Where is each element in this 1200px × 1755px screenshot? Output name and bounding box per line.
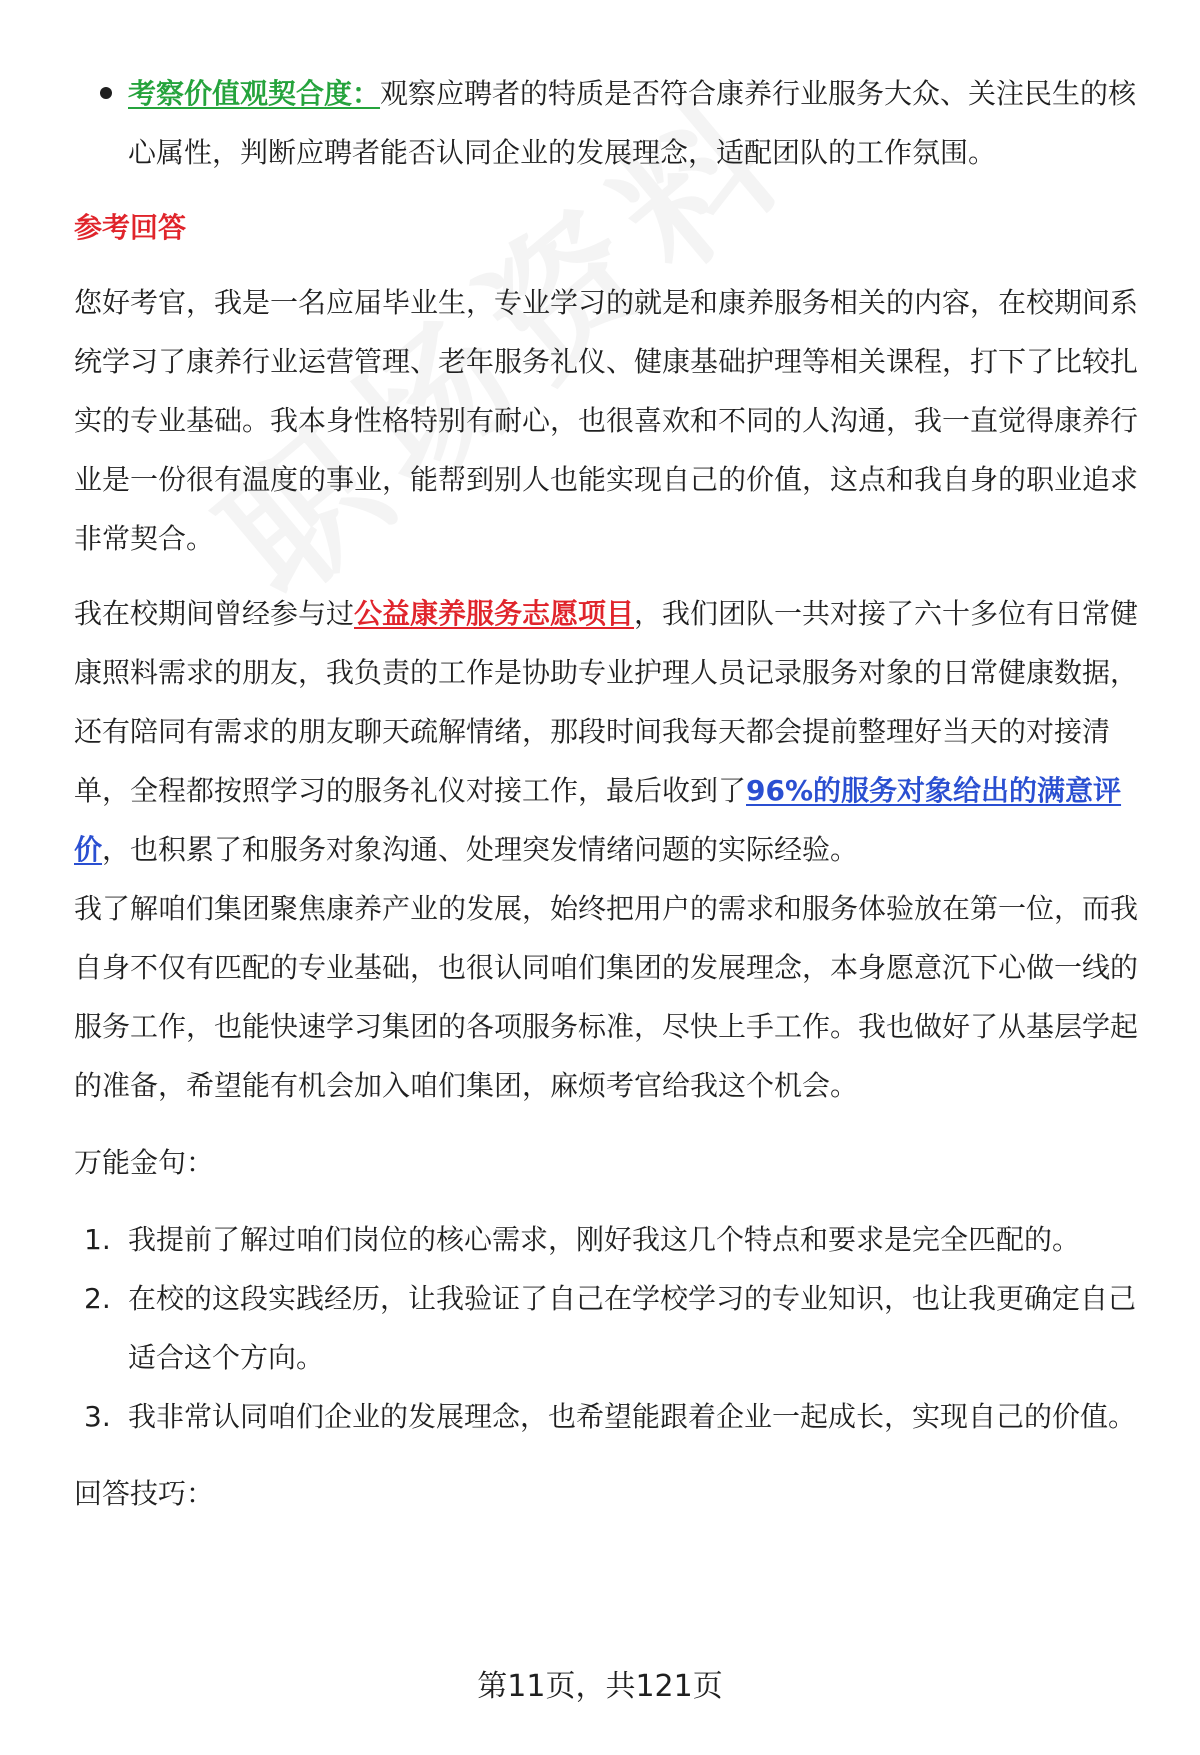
paragraph-experience-part3: ，也积累了和服务对象沟通、处理突发情绪问题的实际经验。 bbox=[102, 833, 859, 866]
bullet-dot-icon bbox=[100, 87, 112, 99]
bullet-title: 考察价值观契合度： bbox=[128, 77, 381, 110]
list-marker: 1. bbox=[84, 1223, 111, 1256]
content-area bbox=[74, 64, 1154, 1523]
page-footer: 第11页，共121页 bbox=[477, 1669, 723, 1704]
list-marker: 2. bbox=[84, 1282, 111, 1315]
paragraph-intro: 您好考官，我是一名应届毕业生，专业学习的就是和康养服务相关的内容，在校期间系统学习了康养行业运营管理、老年服务礼仪、健康基础护理等相关课程，打下了比较扎实的专业基础。我本身性格特别有耐心，也很喜欢和不同的人沟通，我一直觉得康养行业是一份很有温度的事业，能帮到别人也能实现自己的价值，这点和我自身的职业追求非常契合。 bbox=[74, 286, 1139, 555]
list-item bbox=[74, 1387, 1154, 1446]
list-item-text: 我提前了解过咱们岗位的核心需求，刚好我这几个特点和要求是完全匹配的。 bbox=[128, 1223, 1081, 1256]
paragraph-experience bbox=[74, 584, 1154, 879]
list-item bbox=[74, 1210, 1154, 1269]
list-item-text: 在校的这段实践经历，让我验证了自己在学校学习的专业知识，也让我更确定自己适合这个方向。 bbox=[128, 1282, 1137, 1374]
golden-sentences-list bbox=[74, 1210, 1154, 1446]
highlight-satisfaction: 96%的服务对象给出的满意评价 bbox=[74, 774, 1122, 866]
list-marker: 3. bbox=[84, 1400, 111, 1433]
list-item-text: 我非常认同咱们企业的发展理念，也希望能跟着企业一起成长，实现自己的价值。 bbox=[128, 1400, 1137, 1433]
bullet-item bbox=[74, 64, 1154, 182]
highlight-project: 公益康养服务志愿项目 bbox=[354, 597, 635, 630]
golden-sentences-label: 万能金句： bbox=[74, 1146, 215, 1179]
answer-heading: 参考回答 bbox=[74, 211, 187, 244]
paragraph-experience-part2: ，我们团队一共对接了六十多位有日常健康照料需求的朋友，我负责的工作是协助专业护理人员记录服务对象的日常健康数据，还有陪同有需求的朋友聊天疏解情绪，那段时间我每天都会提前整理好当天的对接清单，全程都按照学习的服务礼仪对接工作，最后收到了 bbox=[74, 597, 1139, 807]
list-item bbox=[74, 1269, 1154, 1387]
answer-tips-label: 回答技巧： bbox=[74, 1477, 215, 1510]
paragraph-experience-part1: 我在校期间曾经参与过 bbox=[74, 597, 355, 630]
paragraph-fit: 我了解咱们集团聚焦康养产业的发展，始终把用户的需求和服务体验放在第一位，而我自身不仅有匹配的专业基础，也很认同咱们集团的发展理念，本身愿意沉下心做一线的服务工作，也能快速学习集团的各项服务标准，尽快上手工作。我也做好了从基层学起的准备，希望能有机会加入咱们集团，麻烦考官给我这个机会。 bbox=[74, 892, 1139, 1102]
bullet-text: 观察应聘者的特质是否符合康养行业服务大众、关注民生的核心属性，判断应聘者能否认同企业的发展理念，适配团队的工作氛围。 bbox=[128, 77, 1137, 169]
